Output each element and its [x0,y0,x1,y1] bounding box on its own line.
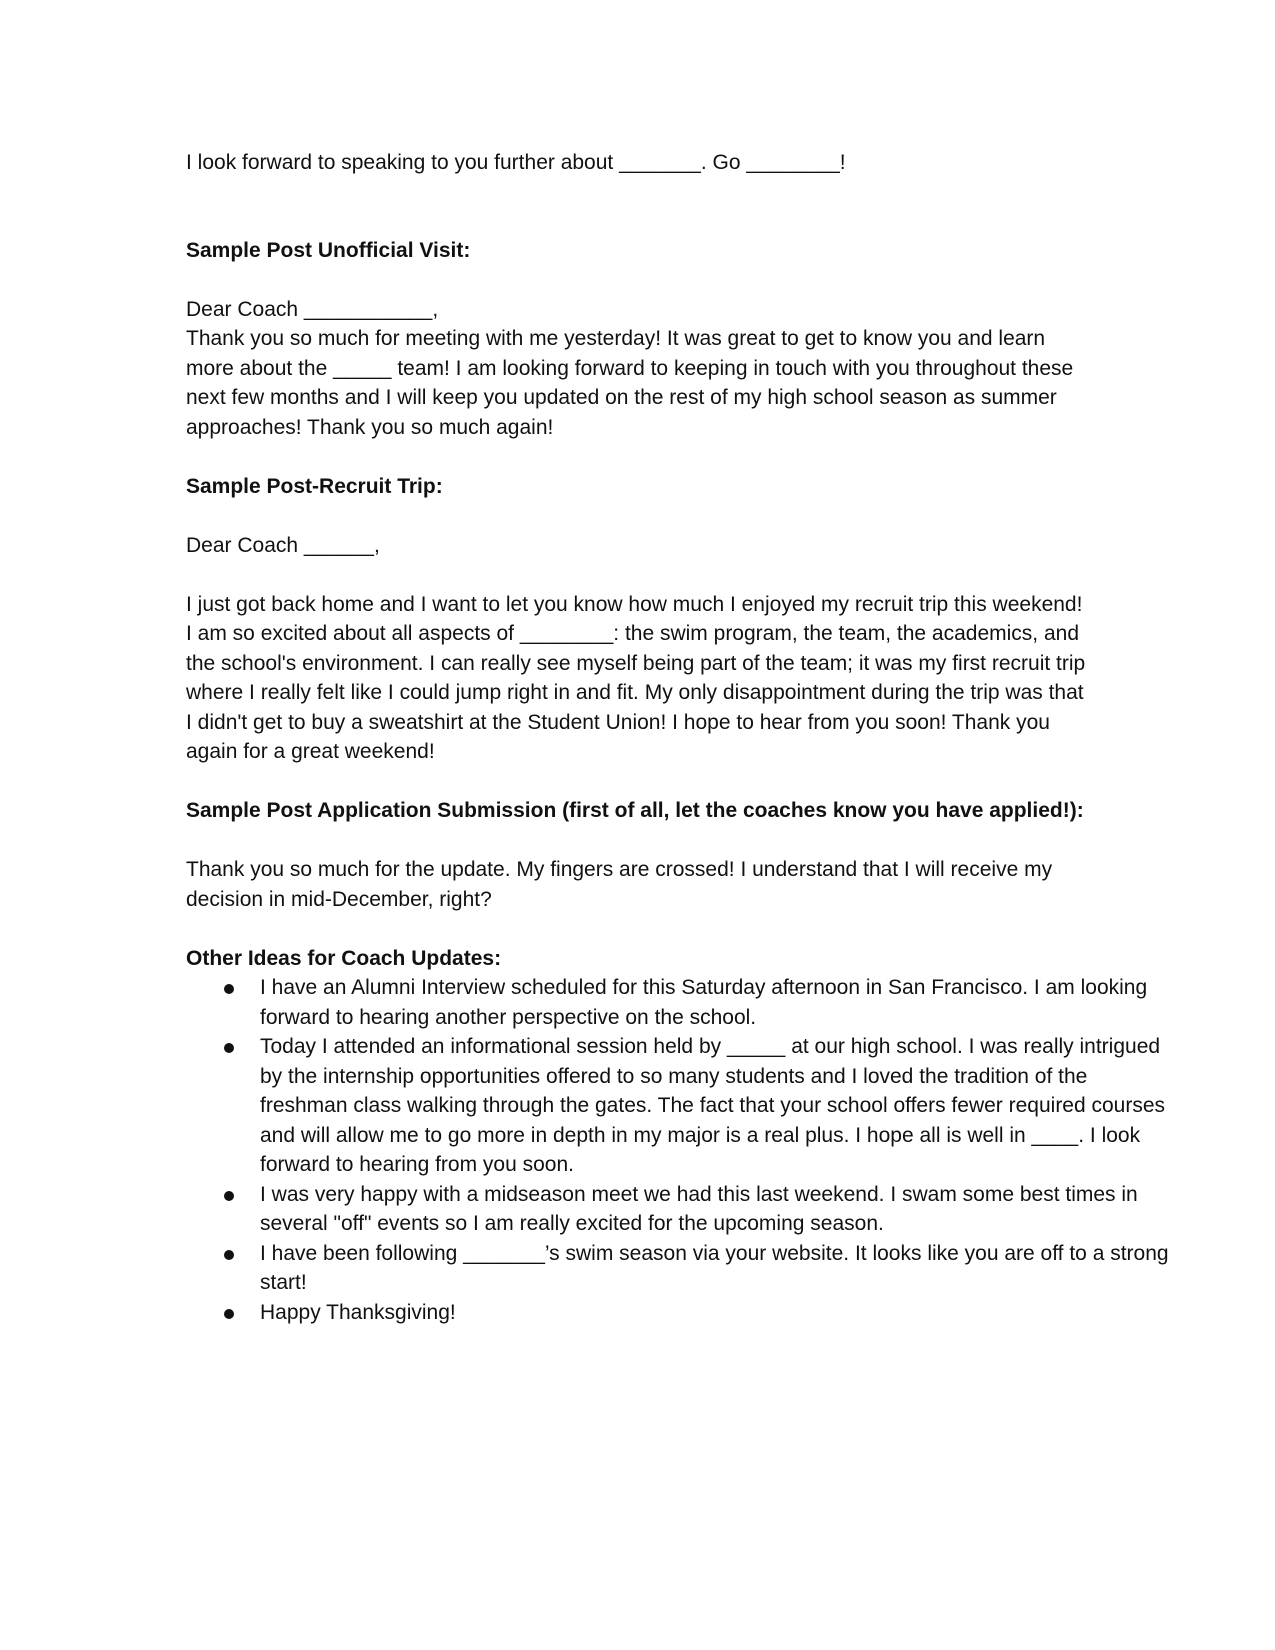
spacer [186,914,1166,944]
spacer [186,826,1166,856]
body-unofficial-visit: Thank you so much for meeting with me yesterday! It was great to get to know you and learn more about the _____ team! I am looking forward to keeping in touch with you throughout these next few months and I will keep you updated on the rest of my high school season as summer approaches! Thank you so much again! [186,327,1074,439]
heading-recruit-trip: Sample Post-Recruit Trip: [186,474,443,498]
bullet-icon [224,984,234,994]
bullet-icon [224,1250,234,1260]
salutation-unofficial-visit: Dear Coach ___________, [186,297,439,321]
list-item-text: I have been following _______’s swim season via your website. It looks like you are off to a strong start! [260,1241,1169,1294]
body-application-submission: Thank you so much for the update. My fingers are crossed! I understand that I will receive my decision in mid-December, right? [186,858,1053,911]
spacer [186,442,1166,472]
heading-other-ideas: Other Ideas for Coach Updates: [186,946,502,970]
list-item [186,1180,1170,1239]
list-item-text: I was very happy with a midseason meet we had this last weekend. I swam some best times in several "off" events so I am really excited for the upcoming season. [260,1182,1138,1235]
spacer [186,265,1166,295]
salutation-recruit-trip: Dear Coach ______, [186,533,380,557]
list-item-text: Today I attended an informational session held by _____ at our high school. I was really intrigued by the internship opportunities offered to so many students and I loved the tradition of the freshman class walking through the gates. The fact that your school offers fewer required courses and will allow me to go more in depth in my major is a real plus. I hope all is well in ____. I look forward to hearing from you soon. [260,1035,1166,1176]
list-item-text: I have an Alumni Interview scheduled for this Saturday afternoon in San Francisco. I am looking forward to hearing another perspective on the school. [260,976,1148,1029]
list-item [186,1032,1170,1180]
heading-application-submission: Sample Post Application Submission (first of all, let the coaches know you have applied!): [186,799,1084,822]
list-item [186,1298,1170,1328]
list-item [186,1239,1170,1298]
body-recruit-trip: I just got back home and I want to let you know how much I enjoyed my recruit trip this weekend! I am so excited about all aspects of ________: the swim program, the team, the academics, and the school's environment. I can really see myself being part of the team; it was my first recruit trip where I really felt like I could jump right in and fit. My only disappointment during the trip was that I didn't get to buy a sweatshirt at the Student Union! I hope to hear from you soon! Thank you again for a great weekend! [186,592,1086,763]
document-content [186,148,1169,1327]
list-item [186,973,1170,1032]
spacer [186,178,1166,236]
other-ideas-list [186,973,1169,1327]
heading-unofficial-visit: Sample Post Unofficial Visit: [186,238,471,262]
spacer [186,501,1166,531]
bullet-icon [224,1309,234,1319]
spacer [186,767,1166,797]
bullet-icon [224,1043,234,1053]
list-item-text: Happy Thanksgiving! [260,1300,456,1324]
spacer [186,560,1166,590]
intro-closing-line: I look forward to speaking to you further about _______. Go ________! [186,151,846,174]
bullet-icon [224,1191,234,1201]
